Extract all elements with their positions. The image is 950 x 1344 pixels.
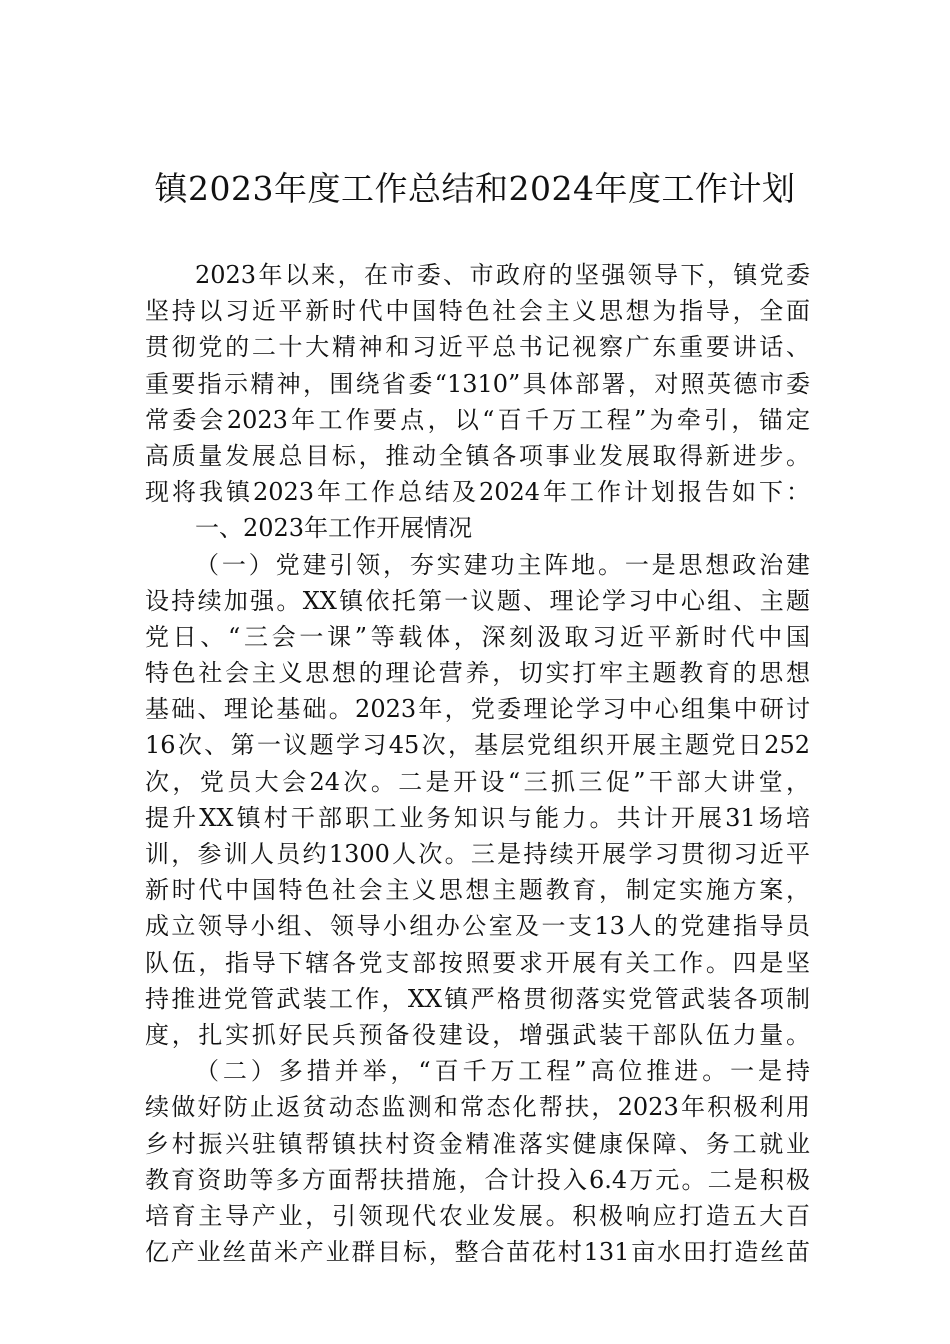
paragraph-line: 坚持以习近平新时代中国特色社会主义思想为指导，全面 (145, 297, 810, 326)
paragraph-line: 训，参训人员约1300人次。三是持续开展学习贯彻习近平 (145, 840, 810, 868)
paragraph-line: 度，扎实抓好民兵预备役建设，增强武装干部队伍力量。 (145, 1020, 810, 1049)
paragraph-line: 16次、第一议题学习45次，基层党组织开展主题党日252 (145, 731, 810, 760)
paragraph-line: 基础、理论基础。2023年，党委理论学习中心组集中研讨 (145, 695, 810, 724)
paragraph-line: 教育资助等多方面帮扶措施，合计投入6.4万元。二是积极 (145, 1165, 810, 1194)
paragraph-line: 次，党员大会24次。二是开设“三抓三促”干部大讲堂， (145, 767, 810, 796)
paragraph-line: 重要指示精神，围绕省委“1310”具体部署，对照英德市委 (145, 369, 810, 398)
paragraph-line: 特色社会主义思想的理论营养，切实打牢主题教育的思想 (145, 659, 810, 688)
paragraph-line: 2023年以来，在市委、市政府的坚强领导下，镇党委 (195, 261, 810, 289)
paragraph-line: 高质量发展总目标，推动全镇各项事业发展取得新进步。 (145, 441, 810, 470)
paragraph-line: （一）党建引领，夯实建功主阵地。一是思想政治建 (195, 550, 810, 579)
paragraph-line: 现将我镇2023年工作总结及2024年工作计划报告如下： (145, 478, 810, 507)
paragraph-line: 续做好防止返贫动态监测和常态化帮扶，2023年积极利用 (145, 1093, 810, 1122)
paragraph-line: 常委会2023年工作要点，以“百千万工程”为牵引，锚定 (145, 405, 810, 434)
section-heading: 一、2023年工作开展情况 (195, 514, 473, 543)
paragraph-line: 成立领导小组、领导小组办公室及一支13人的党建指导员 (145, 912, 810, 941)
document-title: 镇2023年度工作总结和2024年度工作计划 (154, 169, 796, 208)
paragraph-line: 党日、“三会一课”等载体，深刻汲取习近平新时代中国 (145, 622, 810, 651)
paragraph-line: 持推进党管武装工作，XX镇严格贯彻落实党管武装各项制 (145, 984, 810, 1013)
paragraph-line: 新时代中国特色社会主义思想主题教育，制定实施方案， (145, 876, 810, 905)
paragraph-line: 乡村振兴驻镇帮镇扶村资金精准落实健康保障、务工就业 (145, 1129, 810, 1158)
paragraph-line: 设持续加强。XX镇依托第一议题、理论学习中心组、主题 (145, 586, 810, 615)
paragraph-line: 亿产业丝苗米产业群目标，整合苗花村131亩水田打造丝苗 (145, 1238, 810, 1267)
paragraph-line: 培育主导产业，引领现代农业发展。积极响应打造五大百 (145, 1201, 810, 1230)
paragraph-line: 贯彻党的二十大精神和习近平总书记视察广东重要讲话、 (145, 333, 810, 362)
paragraph-line: 提升XX镇村干部职工业务知识与能力。共计开展31场培 (145, 803, 810, 832)
document-body (145, 257, 810, 1270)
paragraph-line: （二）多措并举，“百千万工程”高位推进。一是持 (195, 1057, 810, 1086)
paragraph-line: 队伍，指导下辖各党支部按照要求开展有关工作。四是坚 (145, 948, 810, 977)
